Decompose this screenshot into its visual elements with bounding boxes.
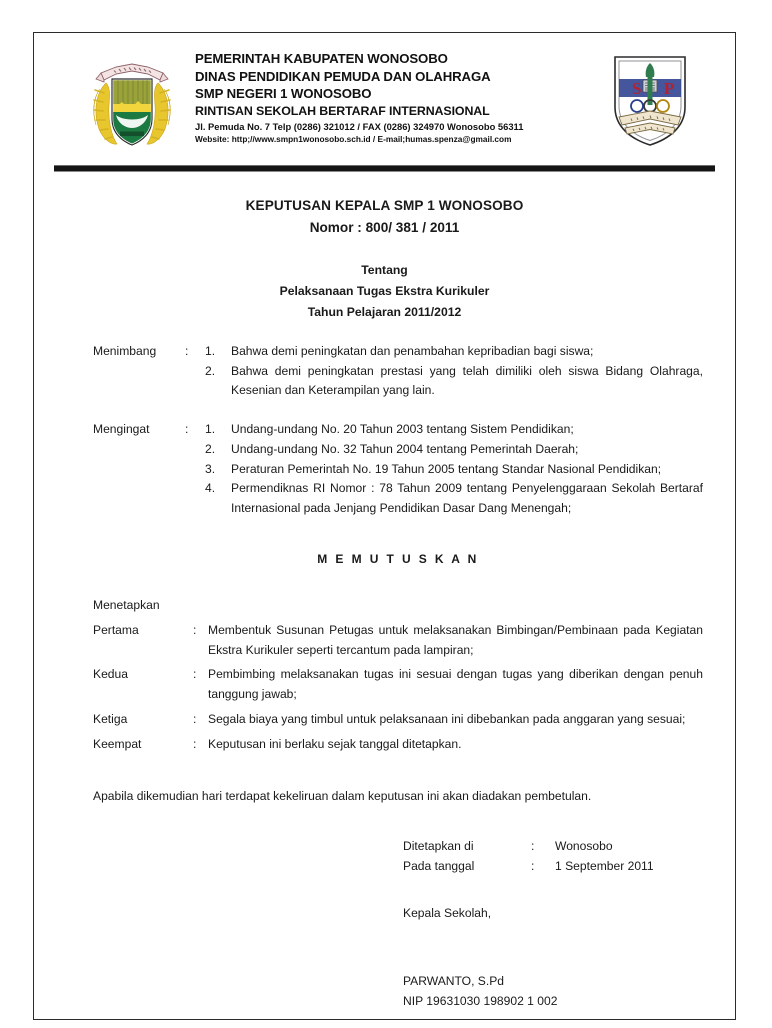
document-page	[33, 32, 736, 1020]
signature-block	[403, 836, 703, 1011]
signature-date-row	[403, 856, 703, 876]
list-item	[205, 342, 703, 362]
list-item	[205, 479, 703, 518]
list-item-text: Permendiknas RI Nomor : 78 Tahun 2009 tentang Penyelenggaraan Sekolah Bertaraf Internasional pada Jenjang Pendidikan Dasar Dang Menengah;	[231, 481, 703, 515]
decision-colon: :	[193, 623, 197, 638]
list-item	[205, 362, 703, 401]
academic-year: Tahun Pelajaran 2011/2012	[307, 305, 462, 319]
list-item-number: 3.	[205, 461, 216, 476]
memutuskan-heading: M E M U T U S K A N	[317, 551, 479, 566]
letterhead	[52, 41, 717, 163]
svg-text:S: S	[632, 79, 642, 98]
wonosobo-regency-emblem-icon	[80, 49, 184, 153]
decision-text: Pembimbing melaksanakan tugas ini sesuai dengan tugas yang diberikan dengan penuh tanggung jawab;	[208, 667, 703, 702]
svg-text:P: P	[664, 79, 675, 98]
signature-role: Kepala Sekolah,	[403, 905, 492, 920]
list-item-number: 2.	[205, 363, 216, 378]
list-item	[205, 420, 703, 440]
mengingat-clause	[93, 420, 703, 519]
letterhead-divider	[54, 165, 715, 172]
list-item-text: Undang-undang No. 32 Tahun 2004 tentang Pemerintah Daerah;	[231, 441, 579, 456]
signature-date-colon: :	[531, 858, 535, 873]
mengingat-label: Mengingat	[93, 422, 150, 437]
decree-number: Nomor : 800/ 381 / 2011	[309, 220, 460, 235]
list-item-number: 1.	[205, 344, 216, 358]
decree-title-block	[34, 195, 735, 323]
decision-text: Segala biaya yang timbul untuk pelaksanaan ini dibebankan pada anggaran yang sesuai;	[208, 711, 686, 726]
decree-subject: Pelaksanaan Tugas Ekstra Kurikuler	[279, 284, 490, 298]
signature-place-row	[403, 836, 703, 856]
letterhead-line-1: PEMERINTAH KABUPATEN WONOSOBO	[195, 51, 448, 66]
school-emblem-icon	[605, 49, 695, 149]
list-item	[205, 440, 703, 460]
mengingat-colon: :	[185, 422, 189, 437]
decision-text: Membentuk Susunan Petugas untuk melaksanakan Bimbingan/Pembinaan pada Kegiatan Ekstra Kurikuler seperti tercantum pada lampiran;	[208, 623, 703, 657]
letterhead-text	[195, 50, 615, 145]
signature-place-value: Wonosobo	[555, 838, 613, 853]
decree-title: KEPUTUSAN KEPALA SMP 1 WONOSOBO	[245, 198, 524, 213]
signature-name: PARWANTO, S.Pd	[403, 973, 505, 988]
decision-label: Ketiga	[93, 711, 128, 726]
letterhead-website: Website: http;//www.smpn1wonosobo.sch.id / E-mail;humas.spenza@gmail.com	[195, 133, 512, 144]
decision-row-keempat	[93, 735, 703, 755]
list-item-number: 4.	[205, 481, 216, 496]
decision-text: Keputusan ini berlaku sejak tanggal ditetapkan.	[208, 736, 462, 751]
list-item-text: Undang-undang No. 20 Tahun 2003 tentang Sistem Pendidikan;	[231, 422, 574, 437]
list-item-text: Bahwa demi peningkatan prestasi yang telah dimiliki oleh siswa Bidang Olahraga, Kesenian dan Keterampilan yang lain.	[231, 363, 703, 398]
document-body	[93, 342, 703, 1011]
list-item-number: 2.	[205, 441, 216, 456]
tentang-label: Tentang	[361, 263, 408, 277]
decision-colon: :	[193, 667, 197, 682]
list-item	[205, 460, 703, 480]
menimbang-colon: :	[185, 344, 189, 358]
decision-row-kedua	[93, 665, 703, 704]
list-item-text: Peraturan Pemerintah No. 19 Tahun 2005 tentang Standar Nasional Pendidikan;	[231, 461, 662, 476]
decision-colon: :	[193, 736, 197, 751]
decision-label: Keempat	[93, 736, 142, 751]
signature-place-colon: :	[531, 838, 535, 853]
list-item-text: Bahwa demi peningkatan dan penambahan kepribadian bagi siswa;	[231, 344, 594, 358]
signature-place-label: Ditetapkan di	[403, 838, 474, 853]
decision-label: Pertama	[93, 623, 139, 638]
menimbang-items	[205, 342, 703, 401]
menimbang-clause	[93, 342, 703, 401]
mengingat-items	[205, 420, 703, 519]
letterhead-line-3: SMP NEGERI 1 WONOSOBO	[195, 86, 372, 101]
decision-colon: :	[193, 711, 197, 726]
letterhead-line-2: DINAS PENDIDIKAN PEMUDA DAN OLAHRAGA	[195, 68, 491, 84]
decision-row-ketiga	[93, 710, 703, 730]
decision-label: Kedua	[93, 667, 128, 682]
closing-statement: Apabila dikemudian hari terdapat kekeliruan dalam keputusan ini akan diadakan pembetulan.	[93, 789, 592, 804]
list-item-number: 1.	[205, 422, 216, 437]
menimbang-label: Menimbang	[93, 344, 157, 358]
decision-row-pertama	[93, 621, 703, 660]
signature-date-value: 1 September 2011	[555, 858, 654, 873]
letterhead-line-4: RINTISAN SEKOLAH BERTARAF INTERNASIONAL	[195, 103, 490, 118]
letterhead-address: Jl. Pemuda No. 7 Telp (0286) 321012 / FAX (0286) 324970 Wonosobo 56311	[195, 120, 524, 132]
menetapkan-label: Menetapkan	[93, 598, 160, 613]
signature-date-label: Pada tanggal	[403, 858, 475, 873]
signature-nip: NIP 19631030 198902 1 002	[403, 993, 558, 1008]
